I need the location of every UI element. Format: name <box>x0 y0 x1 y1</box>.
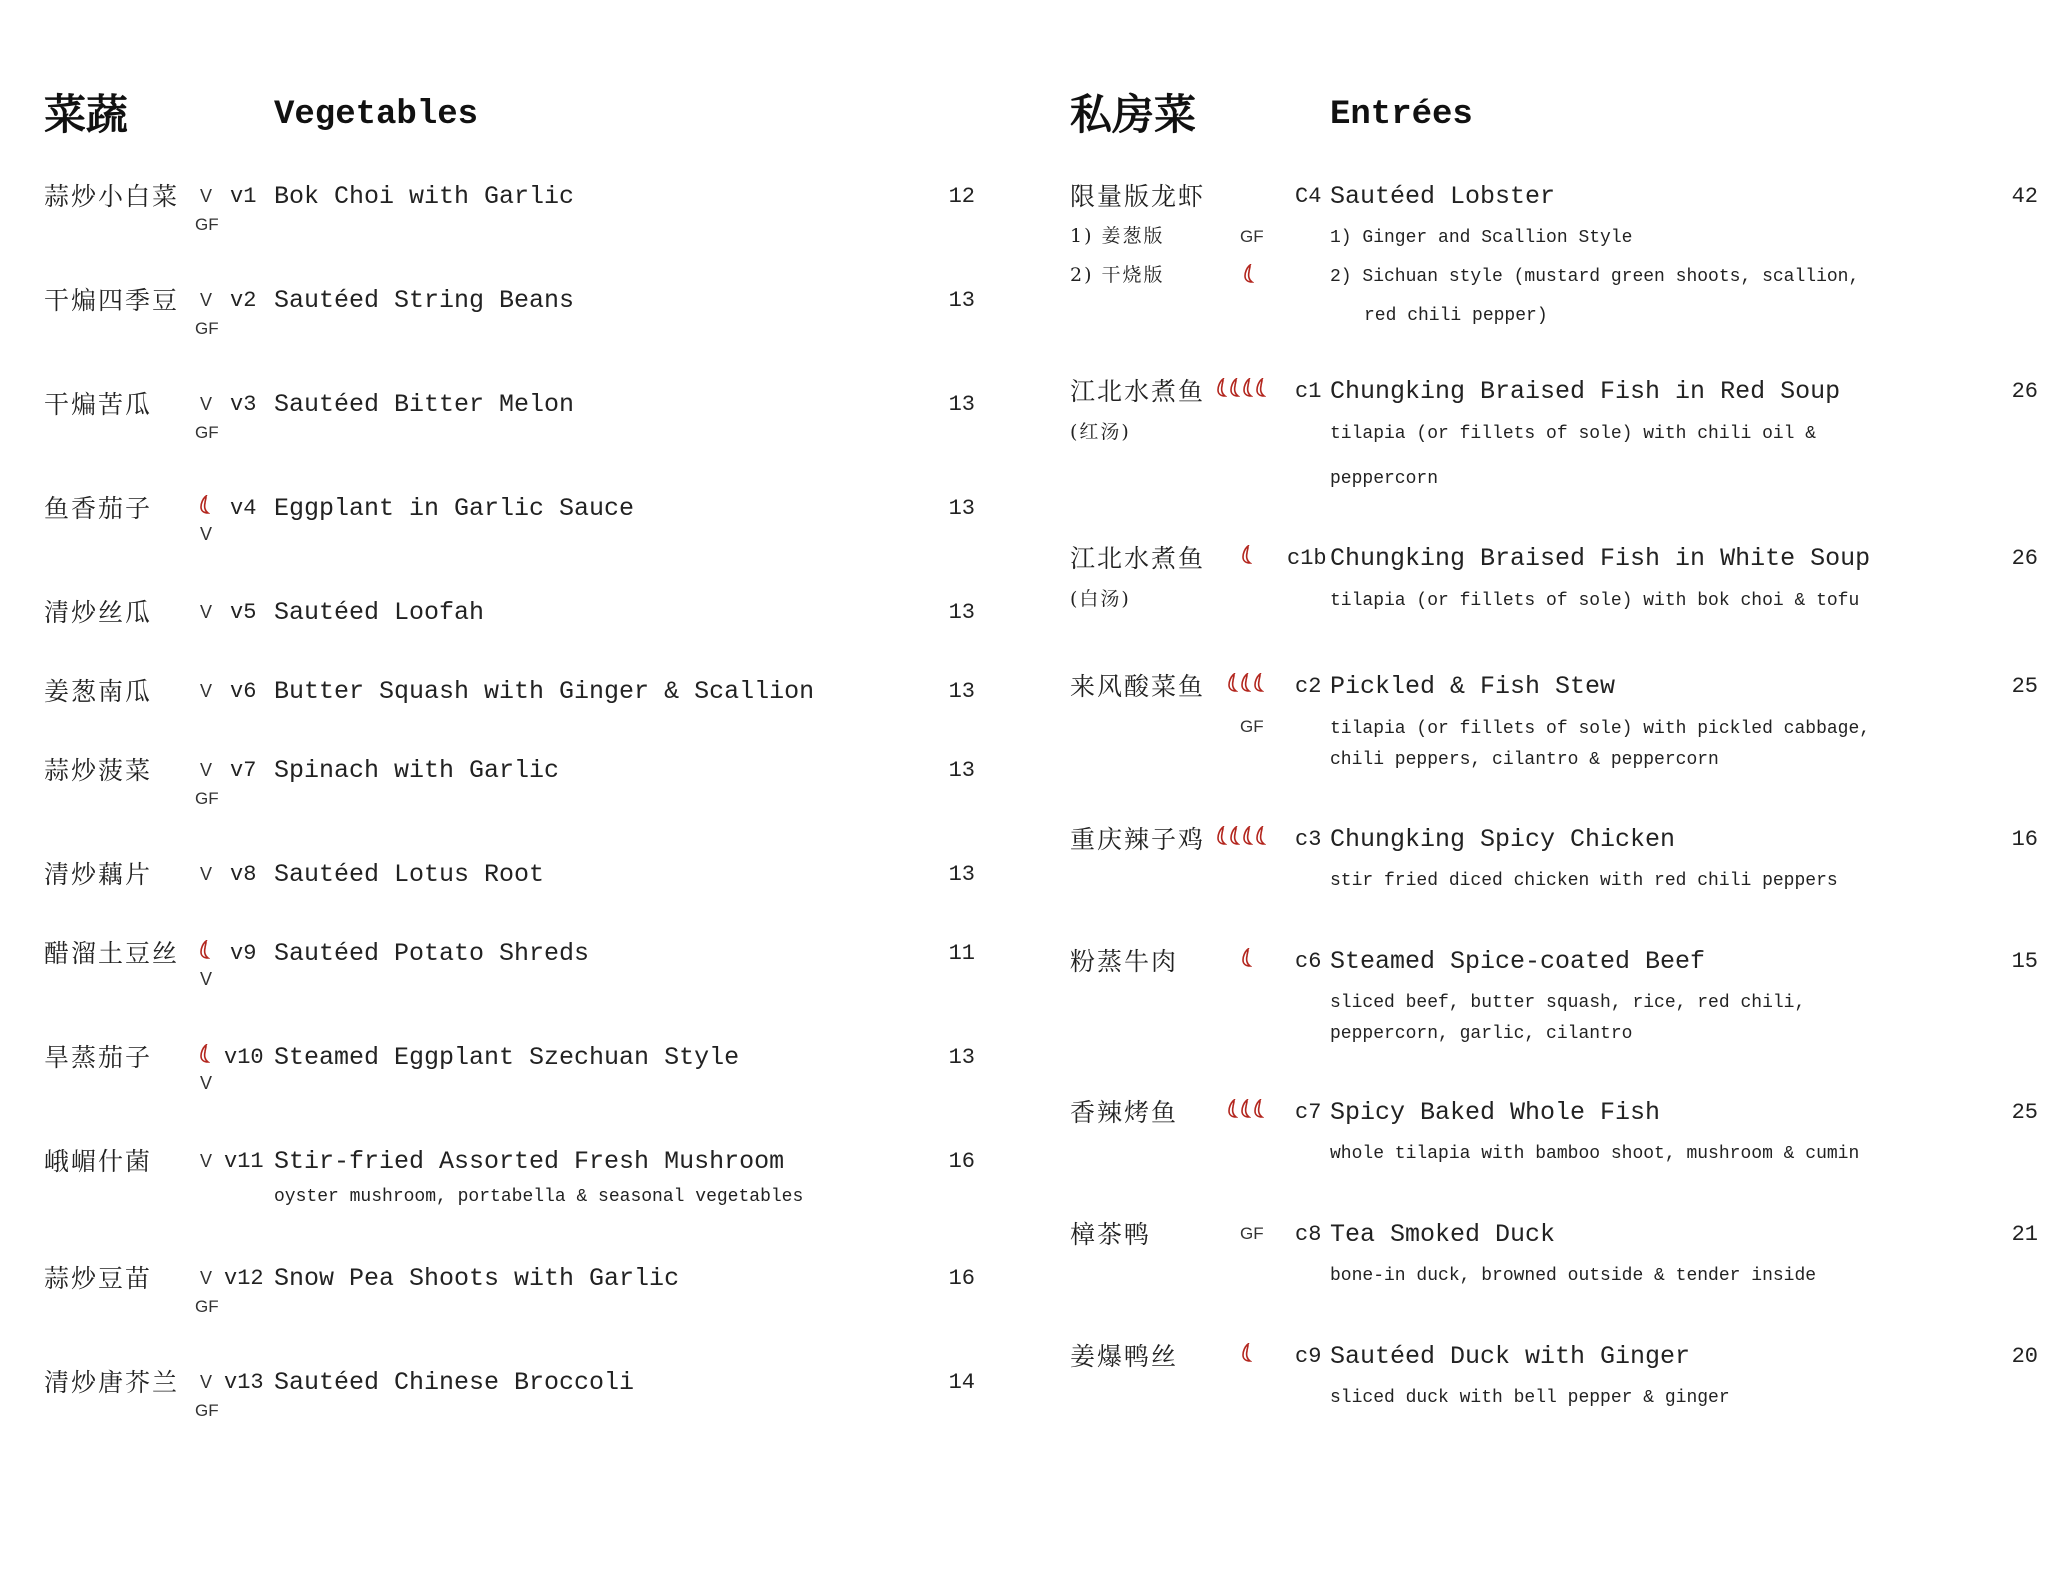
chili-pepper-icon <box>1241 826 1253 846</box>
item-name-chinese: 江北水煮鱼 <box>1070 544 1206 573</box>
item-name: Sautéed Chinese Broccoli <box>274 1368 635 1397</box>
chili-pepper-icon <box>1239 1099 1251 1119</box>
item-description: sliced duck with bell pepper & ginger <box>1330 1388 1730 1408</box>
chili-pepper-icon <box>198 940 210 960</box>
chili-pepper-icon <box>1242 264 1254 284</box>
entrees-section <box>1030 0 2048 1582</box>
option-name-chinese: 1) 姜葱版 <box>1070 225 1165 247</box>
item-description-line2: chili peppers, cilantro & peppercorn <box>1330 750 1719 770</box>
item-name: Chungking Braised Fish in White Soup <box>1330 544 1871 573</box>
item-code: v7 <box>230 758 257 783</box>
vegetarian-tag: V <box>200 290 213 310</box>
item-name: Chungking Spicy Chicken <box>1330 825 1676 854</box>
vegetarian-tag: V <box>200 602 213 622</box>
vegetarian-tag: V <box>200 1268 213 1288</box>
gluten-free-tag: GF <box>1240 717 1264 736</box>
gluten-free-tag: GF <box>195 215 219 234</box>
item-name: Pickled & Fish Stew <box>1330 672 1616 701</box>
chili-pepper-icon <box>1228 378 1240 398</box>
vegetarian-tag: V <box>200 864 213 884</box>
gluten-free-tag: GF <box>195 319 219 338</box>
item-name-chinese: 醋溜土豆丝 <box>44 939 180 968</box>
item-name-chinese: 香辣烤鱼 <box>1070 1098 1179 1127</box>
item-code: c8 <box>1295 1222 1322 1247</box>
item-price: 16 <box>948 1149 975 1174</box>
item-name: Steamed Spice-coated Beef <box>1330 947 1706 976</box>
item-price: 42 <box>2011 184 2038 209</box>
chili-pepper-icon <box>1215 378 1227 398</box>
vegetarian-tag: V <box>200 394 213 414</box>
item-code: C4 <box>1295 184 1322 209</box>
item-code: v1 <box>230 184 257 209</box>
item-price: 14 <box>948 1370 975 1395</box>
item-price: 20 <box>2011 1344 2038 1369</box>
item-name: Chungking Braised Fish in Red Soup <box>1330 377 1841 406</box>
item-name-chinese: 樟茶鸭 <box>1070 1220 1152 1249</box>
item-name: Steamed Eggplant Szechuan Style <box>274 1043 740 1072</box>
item-code: v10 <box>224 1045 264 1070</box>
item-name-chinese: 粉蒸牛肉 <box>1070 947 1179 976</box>
item-price: 13 <box>948 862 975 887</box>
item-price: 26 <box>2011 546 2038 571</box>
chili-pepper-icon <box>1240 545 1252 565</box>
item-code: v3 <box>230 392 257 417</box>
item-price: 11 <box>948 941 975 966</box>
item-price: 13 <box>948 600 975 625</box>
spice-level <box>1215 826 1266 846</box>
chili-pepper-icon <box>1252 673 1264 693</box>
chili-pepper-icon <box>1240 948 1252 968</box>
item-price: 15 <box>2011 949 2038 974</box>
chili-pepper-icon <box>1228 826 1240 846</box>
section-heading: Entrées <box>1330 96 1473 134</box>
item-code: v5 <box>230 600 257 625</box>
item-name-chinese: 限量版龙虾 <box>1070 182 1206 211</box>
spice-level <box>1226 673 1264 693</box>
chili-pepper-icon <box>1226 673 1238 693</box>
item-name-chinese: 蒜炒豆苗 <box>44 1264 153 1293</box>
chili-pepper-icon <box>198 495 210 515</box>
gluten-free-tag: GF <box>1240 1224 1264 1243</box>
vegetarian-tag: V <box>200 681 213 701</box>
item-name-chinese-variant: (白汤) <box>1070 588 1131 610</box>
item-name-chinese: 姜爆鸭丝 <box>1070 1342 1179 1371</box>
item-name: Spinach with Garlic <box>274 756 560 785</box>
item-description: oyster mushroom, portabella & seasonal vegetables <box>274 1187 804 1207</box>
item-code: v4 <box>230 496 257 521</box>
item-price: 13 <box>948 496 975 521</box>
item-price: 13 <box>948 679 975 704</box>
spice-level <box>1240 948 1252 968</box>
item-price: 16 <box>948 1266 975 1291</box>
item-name: Sautéed String Beans <box>274 286 575 315</box>
item-name-chinese-variant: (红汤) <box>1070 421 1131 443</box>
item-code: v6 <box>230 679 257 704</box>
item-price: 13 <box>948 758 975 783</box>
item-name-chinese: 重庆辣子鸡 <box>1070 825 1206 854</box>
item-name: Tea Smoked Duck <box>1330 1220 1556 1249</box>
item-name: Spicy Baked Whole Fish <box>1330 1098 1661 1127</box>
item-code: c2 <box>1295 674 1322 699</box>
chili-pepper-icon <box>1241 378 1253 398</box>
item-description-line2: peppercorn <box>1330 469 1439 489</box>
item-name: Butter Squash with Ginger & Scallion <box>274 677 815 706</box>
item-name-chinese: 蒜炒菠菜 <box>44 756 153 785</box>
item-price: 21 <box>2011 1222 2038 1247</box>
item-description-line2: peppercorn, garlic, cilantro <box>1330 1024 1633 1044</box>
item-code: c1 <box>1295 379 1322 404</box>
spice-level <box>198 495 210 515</box>
item-name-chinese: 清炒藕片 <box>44 860 153 889</box>
item-price: 26 <box>2011 379 2038 404</box>
vegetarian-tag: V <box>200 186 213 206</box>
gluten-free-tag: GF <box>195 789 219 808</box>
item-name-chinese: 鱼香茄子 <box>44 494 153 523</box>
item-name-chinese: 蒜炒小白菜 <box>44 182 180 211</box>
item-code: c7 <box>1295 1100 1322 1125</box>
option-name-chinese: 2) 干烧版 <box>1070 264 1165 286</box>
gluten-free-tag: GF <box>195 423 219 442</box>
item-name: Sautéed Loofah <box>274 598 485 627</box>
item-description: stir fried diced chicken with red chili peppers <box>1330 871 1838 891</box>
vegetarian-tag: V <box>200 1073 213 1093</box>
item-name: Stir-fried Assorted Fresh Mushroom <box>274 1147 785 1176</box>
item-description: bone-in duck, browned outside & tender inside <box>1330 1266 1817 1286</box>
item-code: c9 <box>1295 1344 1322 1369</box>
gluten-free-tag: GF <box>195 1297 219 1316</box>
item-name: Sautéed Duck with Ginger <box>1330 1342 1691 1371</box>
item-code: c1b <box>1287 546 1327 571</box>
chili-pepper-icon <box>1239 673 1251 693</box>
item-code: c6 <box>1295 949 1322 974</box>
spice-level <box>1226 1099 1264 1119</box>
item-price: 25 <box>2011 674 2038 699</box>
item-name: Bok Choi with Garlic <box>274 182 575 211</box>
gluten-free-tag: GF <box>1240 227 1264 246</box>
item-price: 25 <box>2011 1100 2038 1125</box>
spice-level <box>1215 378 1266 398</box>
spice-level <box>1240 1343 1252 1363</box>
item-name-chinese: 姜葱南瓜 <box>44 677 153 706</box>
item-description: sliced beef, butter squash, rice, red chili, <box>1330 993 1806 1013</box>
item-price: 13 <box>948 1045 975 1070</box>
item-name: Sautéed Lobster <box>1330 182 1556 211</box>
item-name-chinese: 峨嵋什菌 <box>44 1147 153 1176</box>
option-description: 2) Sichuan style (mustard green shoots, scallion, <box>1330 267 1860 287</box>
item-description: whole tilapia with bamboo shoot, mushroom & cumin <box>1330 1144 1860 1164</box>
item-name-chinese: 干煸四季豆 <box>44 286 180 315</box>
item-name: Eggplant in Garlic Sauce <box>274 494 635 523</box>
item-name-chinese: 旱蒸茄子 <box>44 1043 153 1072</box>
item-name: Snow Pea Shoots with Garlic <box>274 1264 680 1293</box>
chili-pepper-icon <box>1254 378 1266 398</box>
gluten-free-tag: GF <box>195 1401 219 1420</box>
vegetables-section <box>0 0 1010 1582</box>
item-code: v13 <box>224 1370 264 1395</box>
vegetarian-tag: V <box>200 760 213 780</box>
vegetarian-tag: V <box>200 969 213 989</box>
vegetarian-tag: V <box>200 1372 213 1392</box>
item-name: Sautéed Lotus Root <box>274 860 545 889</box>
item-code: v9 <box>230 941 257 966</box>
item-code: v2 <box>230 288 257 313</box>
item-code: v12 <box>224 1266 264 1291</box>
option-description: 1) Ginger and Scallion Style <box>1330 228 1633 248</box>
item-code: c3 <box>1295 827 1322 852</box>
vegetarian-tag: V <box>200 524 213 544</box>
chili-pepper-icon <box>1240 1343 1252 1363</box>
item-description: tilapia (or fillets of sole) with bok choi & tofu <box>1330 591 1860 611</box>
item-description: tilapia (or fillets of sole) with pickled cabbage, <box>1330 719 1871 739</box>
item-name: Sautéed Potato Shreds <box>274 939 590 968</box>
item-description: tilapia (or fillets of sole) with chili oil & <box>1330 424 1817 444</box>
item-code: v11 <box>224 1149 264 1174</box>
chili-pepper-icon <box>1226 1099 1238 1119</box>
chili-pepper-icon <box>1215 826 1227 846</box>
chili-pepper-icon <box>198 1044 210 1064</box>
item-price: 16 <box>2011 827 2038 852</box>
item-name-chinese: 来风酸菜鱼 <box>1070 672 1206 701</box>
spice-level <box>198 940 210 960</box>
item-code: v8 <box>230 862 257 887</box>
item-description: red chili pepper) <box>1364 306 1548 326</box>
chili-pepper-icon <box>1254 826 1266 846</box>
item-name-chinese: 江北水煮鱼 <box>1070 377 1206 406</box>
section-heading-chinese: 私房菜 <box>1070 90 1197 139</box>
spice-level <box>1240 545 1252 565</box>
item-price: 13 <box>948 288 975 313</box>
item-name-chinese: 干煸苦瓜 <box>44 390 153 419</box>
item-name-chinese: 清炒丝瓜 <box>44 598 153 627</box>
chili-pepper-icon <box>1252 1099 1264 1119</box>
section-heading-chinese: 菜蔬 <box>44 90 129 139</box>
item-name: Sautéed Bitter Melon <box>274 390 575 419</box>
spice-level <box>1242 264 1254 284</box>
item-name-chinese: 清炒唐芥兰 <box>44 1368 180 1397</box>
vegetarian-tag: V <box>200 1151 213 1171</box>
item-price: 12 <box>948 184 975 209</box>
item-price: 13 <box>948 392 975 417</box>
spice-level <box>198 1044 210 1064</box>
section-heading: Vegetables <box>274 96 479 134</box>
